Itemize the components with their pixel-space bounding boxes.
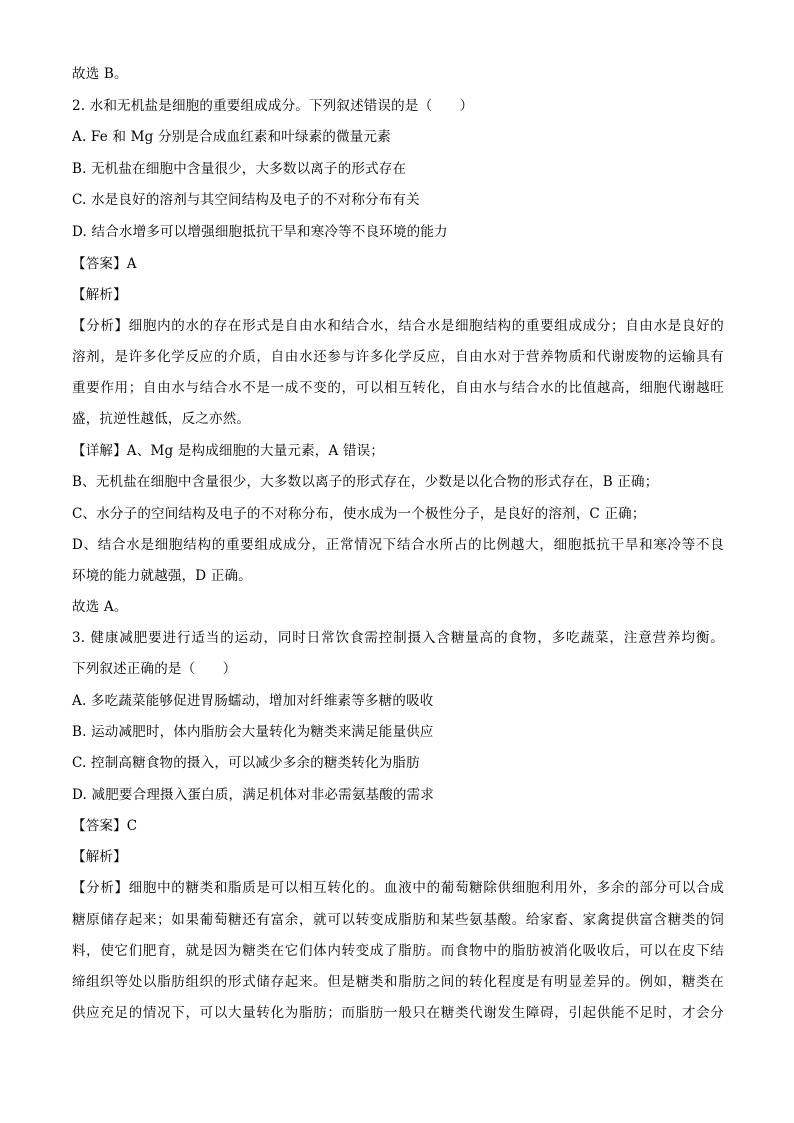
answer-label: 【答案】A	[72, 256, 137, 272]
question-3-option-a: A. 多吃蔬菜能够促进胃肠蠕动，增加对纤维素等多糖的吸收	[72, 693, 434, 709]
question-2-stem: 2. 水和无机盐是细胞的重要组成成分。下列叙述错误的是（ ）	[72, 98, 474, 114]
question-3-option-c: C. 控制高糖食物的摄入，可以减少多余的糖类转化为脂肪	[72, 755, 420, 771]
text-line: 故选 A。	[72, 599, 128, 615]
analysis-label: 【解析】	[72, 287, 127, 303]
analysis-paragraph-line: 缔组织等处以脂肪组织的形式储存起来。但是糖类和脂肪之间的转化程度是有明显差异的。例如，糖类在	[72, 974, 724, 990]
detail-line: 【详解】A、Mg 是构成细胞的大量元素，A 错误；	[72, 443, 385, 459]
question-2-option-b: B. 无机盐在细胞中含量很少，大多数以离子的形式存在	[72, 161, 407, 177]
detail-line: B、无机盐在细胞中含量很少，大多数以离子的形式存在，少数是以化合物的形式存在，B 正确；	[72, 474, 659, 490]
analysis-paragraph-line: 重要作用；自由水与结合水不是一成不变的，可以相互转化，自由水与结合水的比值越高，细胞代谢越旺	[72, 380, 724, 396]
analysis-paragraph-line: 糖原储存起来；如果葡萄糖还有富余，就可以转变成脂肪和某些氨基酸。给家畜、家禽提供富含糖类的饲	[72, 912, 724, 928]
detail-line: D、结合水是细胞结构的重要组成成分，正常情况下结合水所占的比例越大，细胞抵抗干旱和寒冷等不良	[72, 537, 724, 553]
detail-line: 环境的能力就越强，D 正确。	[72, 568, 252, 584]
question-3-option-d: D. 减肥要合理摄入蛋白质，满足机体对非必需氨基酸的需求	[72, 787, 435, 803]
analysis-paragraph-line: 溶剂，是许多化学反应的介质，自由水还参与许多化学反应，自由水对于营养物质和代谢废物的运输具有	[72, 349, 724, 365]
detail-line: C、水分子的空间结构及电子的不对称分布，使水成为一个极性分子，是良好的溶剂，C 正确；	[72, 506, 646, 522]
question-2-option-a: A. Fe 和 Mg 分别是合成血红素和叶绿素的微量元素	[72, 129, 391, 145]
question-2-option-c: C. 水是良好的溶剂与其空间结构及电子的不对称分布有关	[72, 192, 420, 208]
analysis-paragraph-line: 【分析】细胞内的水的存在形式是自由水和结合水，结合水是细胞结构的重要组成成分；自由水是良好的	[72, 318, 724, 334]
analysis-paragraph-line: 料，使它们肥育，就是因为糖类在它们体内转变成了脂肪。而食物中的脂肪被消化吸收后，可以在皮下结	[72, 943, 724, 959]
analysis-paragraph-line: 盛，抗逆性越低，反之亦然。	[72, 411, 251, 427]
question-2-option-d: D. 结合水增多可以增强细胞抵抗干旱和寒冷等不良环境的能力	[72, 224, 448, 240]
answer-label: 【答案】C	[72, 818, 138, 834]
question-3-option-b: B. 运动减肥时，体内脂肪会大量转化为糖类来满足能量供应	[72, 724, 434, 740]
question-3-stem: 3. 健康减肥要进行适当的运动，同时日常饮食需控制摄入含糖量高的食物，多吃蔬菜，注意营养均衡。	[72, 630, 724, 646]
text-line: 故选 B。	[72, 66, 128, 82]
analysis-paragraph-line: 【分析】细胞中的糖类和脂质是可以相互转化的。血液中的葡萄糖除供细胞利用外，多余的部分可以合成	[72, 880, 724, 896]
analysis-paragraph-line: 供应充足的情况下，可以大量转化为脂肪；而脂肪一般只在糖类代谢发生障碍，引起供能不足时，才会分	[72, 1005, 724, 1021]
question-3-stem: 下列叙述正确的是（ ）	[72, 661, 237, 677]
analysis-label: 【解析】	[72, 849, 127, 865]
